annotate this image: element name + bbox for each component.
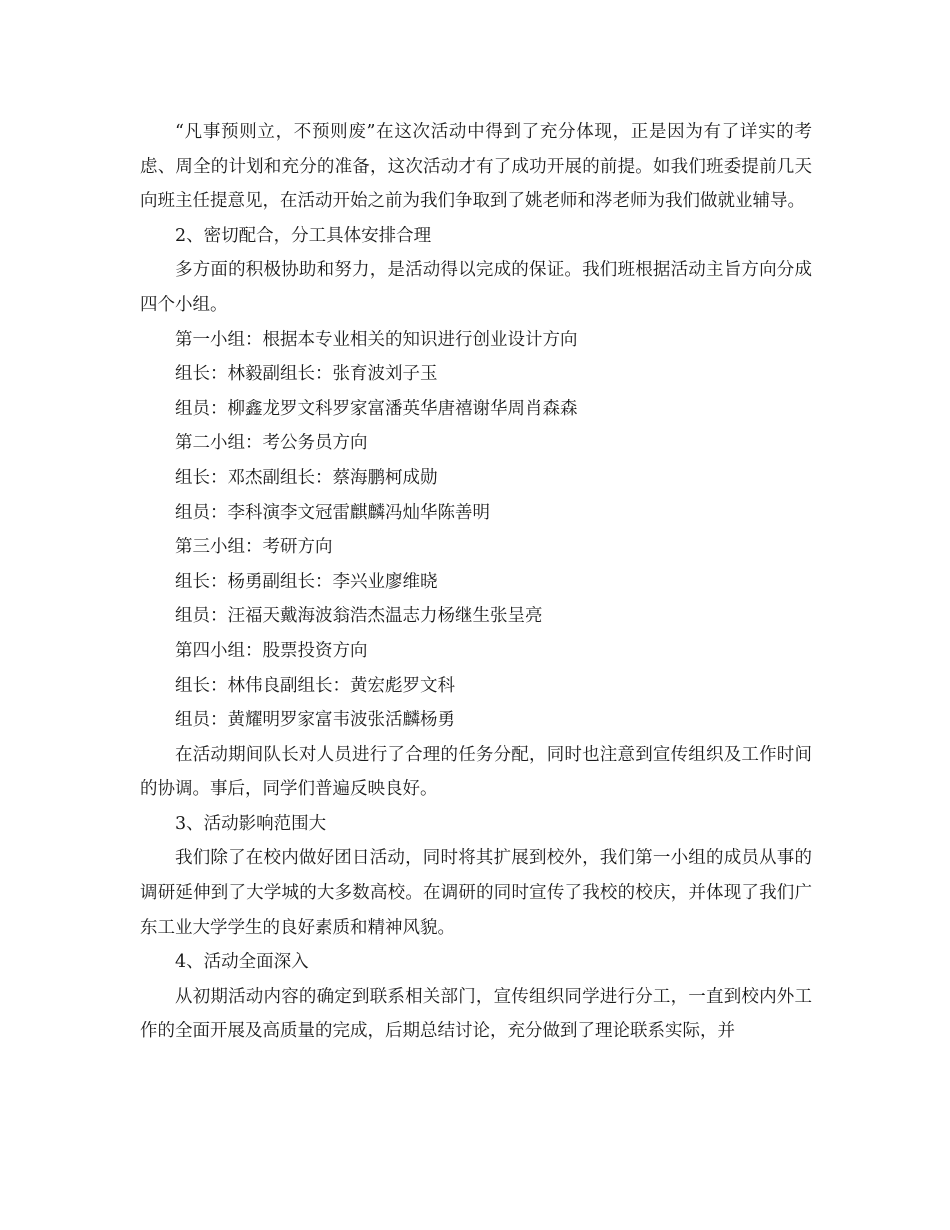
group-2-title: 第二小组：考公务员方向 xyxy=(175,433,368,454)
paragraph-intro: “凡事预则立，不预则废”在这次活动中得到了充分体现，正是因为有了详实的考虑、周全的计划和充分的准备，这次活动才有了成功开展的前提。如我们班委提前几天向班主任提意见，在活动开始之前为我们争取到了姚老师和涔老师为我们做就业辅导。 xyxy=(140,122,812,212)
group-2-members: 组员：李科演李文冠雷麒麟冯灿华陈善明 xyxy=(175,502,490,523)
group-2-leaders: 组长：邓杰副组长：蔡海鹏柯成勋 xyxy=(175,467,438,488)
group-1-title: 第一小组：根据本专业相关的知识进行创业设计方向 xyxy=(175,329,578,350)
paragraph-influence: 我们除了在校内做好团日活动，同时将其扩展到校外，我们第一小组的成员从事的调研延伸到了大学城的大多数高校。在调研的同时宣传了我校的校庆，并体现了我们广东工业大学学生的良好素质和精神风貌。 xyxy=(140,848,812,938)
group-3-title: 第三小组：考研方向 xyxy=(175,537,333,558)
heading-section-3: 3、活动影响范围大 xyxy=(175,813,327,834)
group-3-members: 组员：汪福天戴海波翁浩杰温志力杨继生张呈亮 xyxy=(175,606,543,627)
group-4-leaders: 组长：林伟良副组长：黄宏彪罗文科 xyxy=(175,675,455,696)
heading-section-2: 2、密切配合，分工具体安排合理 xyxy=(175,225,432,246)
paragraph-comprehensive: 从初期活动内容的确定到联系相关部门，宣传组织同学进行分工，一直到校内外工作的全面开展及高质量的完成，后期总结讨论，充分做到了理论联系实际，并 xyxy=(140,986,812,1042)
document-body xyxy=(140,115,812,1049)
heading-section-4: 4、活动全面深入 xyxy=(175,952,309,973)
paragraph-task-allocation: 在活动期间队长对人员进行了合理的任务分配，同时也注意到宣传组织及工作时间的协调。事后，同学们普遍反映良好。 xyxy=(140,744,812,800)
group-4-members: 组员：黄耀明罗家富韦波张活麟杨勇 xyxy=(175,710,455,731)
group-3-leaders: 组长：杨勇副组长：李兴业廖维晓 xyxy=(175,571,438,592)
group-4-title: 第四小组：股票投资方向 xyxy=(175,640,368,661)
paragraph-cooperation: 多方面的积极协助和努力，是活动得以完成的保证。我们班根据活动主旨方向分成四个小组。 xyxy=(140,260,812,315)
group-1-leaders: 组长：林毅副组长：张育波刘子玉 xyxy=(175,364,438,385)
group-1-members: 组员：柳鑫龙罗文科罗家富潘英华唐禧谢华周肖森森 xyxy=(175,398,578,419)
